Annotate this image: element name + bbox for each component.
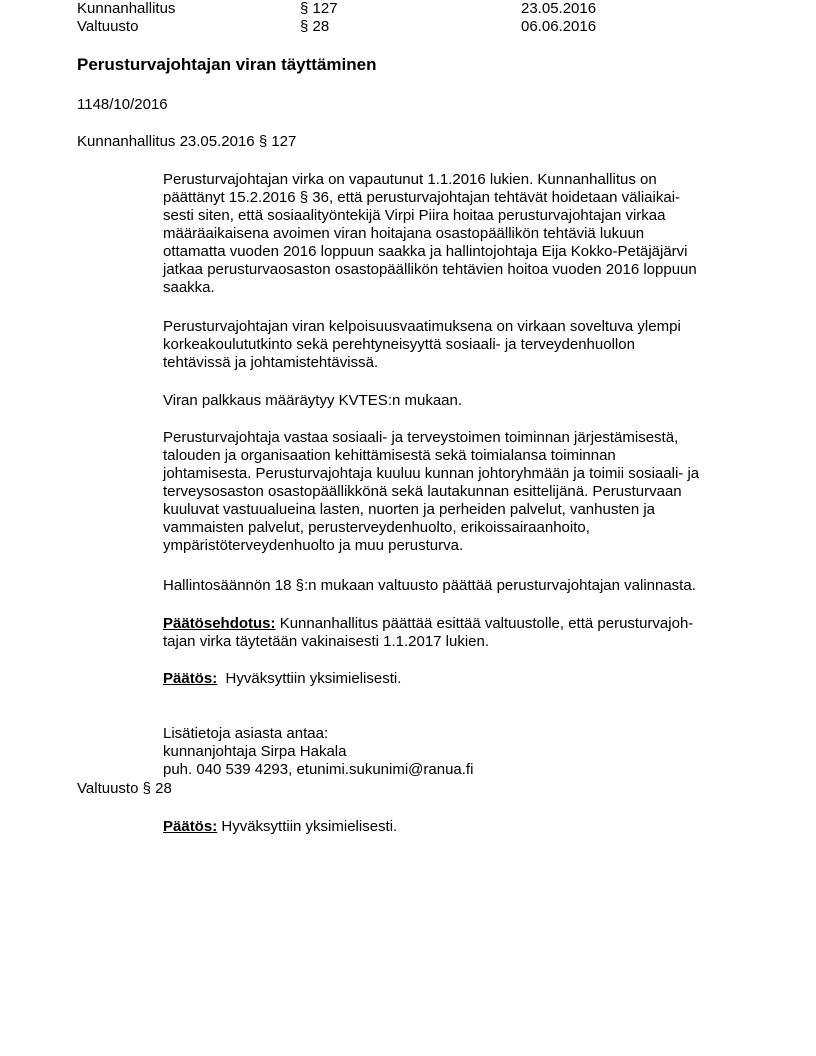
paragraph-vacancy	[163, 171, 743, 297]
contact-line: Lisätietoja asiasta antaa:	[163, 725, 329, 742]
decision-label: Päätös:	[163, 670, 218, 687]
header-section: § 127	[300, 0, 338, 17]
text-line: vammaisten palvelut, perusterveydenhuolto, erikoissairaanhoito,	[163, 519, 590, 536]
text-line: sesti siten, että sosiaalityöntekijä Virpi Piira hoitaa perusturvajohtajan virkaa	[163, 207, 666, 224]
proposal-text: tajan virka täytetään vakinaisesti 1.1.2017 lukien.	[163, 633, 490, 650]
decision-label: Päätös:	[163, 818, 218, 835]
decision-council	[163, 818, 743, 836]
text-line: päättänyt 15.2.2016 § 36, että perusturvajohtajan tehtävät hoidetaan väliaikai-	[163, 189, 681, 206]
text-line: Viran palkkaus määräytyy KVTES:n mukaan.	[163, 392, 463, 409]
text-line: Perusturvajohtajan virka on vapautunut 1.1.2016 lukien. Kunnanhallitus on	[163, 171, 657, 188]
contact-info	[163, 725, 743, 779]
contact-line: kunnanjohtaja Sirpa Hakala	[163, 743, 347, 760]
text-line: saakka.	[163, 279, 215, 296]
text-line: määräaikaisena avoimen viran hoitajana osastopäällikön tehtäviä lukuun	[163, 225, 645, 242]
proposal-text: Kunnanhallitus päättää esittää valtuustolle, että perusturvajoh-	[279, 615, 694, 632]
text-line: ympäristöterveydenhuolto ja muu perusturva.	[163, 537, 464, 554]
meeting-heading: Kunnanhallitus 23.05.2016 § 127	[77, 133, 297, 150]
header-row	[77, 0, 777, 18]
text-line: terveysosaston osastopäällikkönä sekä lautakunnan esittelijänä. Perusturvaan	[163, 483, 682, 500]
document-title: Perusturvajohtajan viran täyttäminen	[77, 55, 377, 74]
decision-text: Hyväksyttiin yksimielisesti.	[221, 818, 398, 835]
text-line: kuuluvat vastuualueina lasten, nuorten ja perheiden palvelut, vanhusten ja	[163, 501, 656, 518]
decision-proposal	[163, 615, 743, 651]
text-line: talouden ja organisaation kehittämisestä sekä toimialansa toiminnan	[163, 447, 616, 464]
proposal-label: Päätösehdotus:	[163, 615, 276, 632]
decision-text: Hyväksyttiin yksimielisesti.	[225, 670, 402, 687]
paragraph-qualifications	[163, 318, 743, 372]
header-body: Valtuusto	[77, 18, 139, 35]
paragraph-responsibilities	[163, 429, 743, 555]
header-row	[77, 18, 777, 36]
contact-line: puh. 040 539 4293, etunimi.sukunimi@ranua.fi	[163, 761, 474, 778]
header-date: 06.06.2016	[521, 18, 597, 35]
text-line: jatkaa perusturvaosaston osastopäällikön tehtävien hoitoa vuoden 2016 loppuun	[163, 261, 697, 278]
paragraph-rules	[163, 577, 743, 595]
header-body: Kunnanhallitus	[77, 0, 176, 17]
text-line: Hallintosäännön 18 §:n mukaan valtuusto päättää perusturvajohtajan valinnasta.	[163, 577, 696, 594]
text-line: johtamisesta. Perusturvajohtaja kuuluu kunnan johtoryhmään ja toimii sosiaali- ja	[163, 465, 700, 482]
text-line: tehtävissä ja johtamistehtävissä.	[163, 354, 379, 371]
decision-board	[163, 670, 743, 688]
text-line: Perusturvajohtaja vastaa sosiaali- ja terveystoimen toiminnan järjestämisestä,	[163, 429, 679, 446]
council-heading: Valtuusto § 28	[77, 780, 172, 797]
case-number: 1148/10/2016	[77, 96, 168, 113]
text-line: korkeakoulututkinto sekä perehtyneisyyttä sosiaali- ja terveydenhuollon	[163, 336, 635, 353]
header-section: § 28	[300, 18, 330, 35]
paragraph-salary	[163, 392, 743, 410]
header-date: 23.05.2016	[521, 0, 597, 17]
text-line: Perusturvajohtajan viran kelpoisuusvaatimuksena on virkaan soveltuva ylempi	[163, 318, 681, 335]
text-line: ottamatta vuoden 2016 loppuun saakka ja hallintojohtaja Eija Kokko-Petäjäjärvi	[163, 243, 688, 260]
